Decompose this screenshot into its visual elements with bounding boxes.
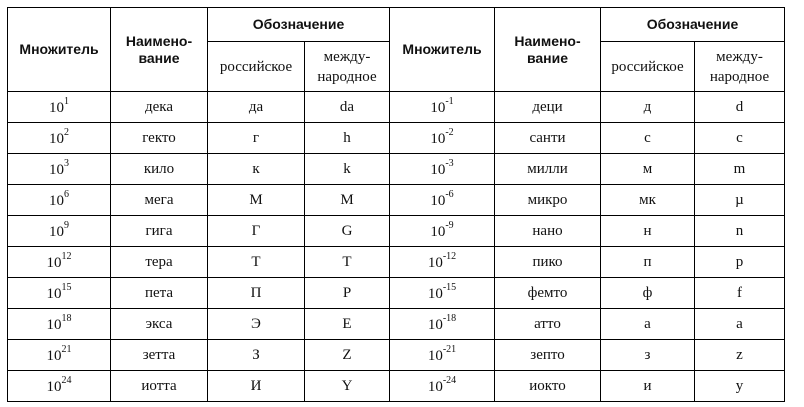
multiplier-exponent: 6 <box>64 188 69 200</box>
prefix-name-right: фемто <box>495 278 601 309</box>
russian-symbol-left: И <box>208 371 305 402</box>
multiplier-cell-right <box>390 340 495 371</box>
international-symbol-right: c <box>695 123 785 154</box>
multiplier-base: 10 <box>427 254 443 271</box>
multiplier-cell-left <box>8 340 111 371</box>
international-symbol-left: P <box>305 278 390 309</box>
russian-symbol-right: м <box>601 154 695 185</box>
multiplier-cell-left <box>8 154 111 185</box>
russian-symbol-right: д <box>601 92 695 123</box>
multiplier-exponent: 15 <box>61 281 72 293</box>
multiplier-base: 10 <box>430 192 446 209</box>
multiplier-exponent: 21 <box>61 343 72 355</box>
international-symbol-right: z <box>695 340 785 371</box>
international-symbol-left: Y <box>305 371 390 402</box>
table-row <box>8 216 785 247</box>
russian-symbol-left: г <box>208 123 305 154</box>
table-row <box>8 154 785 185</box>
multiplier-base: 10 <box>430 161 446 178</box>
header-intl-line1: между- <box>323 48 371 65</box>
table-row <box>8 247 785 278</box>
prefix-name-left: иотта <box>111 371 208 402</box>
russian-symbol-right: мк <box>601 185 695 216</box>
multiplier-exponent: -2 <box>445 126 454 138</box>
russian-symbol-left: З <box>208 340 305 371</box>
russian-symbol-right: з <box>601 340 695 371</box>
multiplier-exponent: -6 <box>445 188 454 200</box>
russian-symbol-right: и <box>601 371 695 402</box>
header-name-left <box>111 8 208 92</box>
si-prefix-table <box>7 7 785 402</box>
international-symbol-right: µ <box>695 185 785 216</box>
multiplier-base: 10 <box>427 378 443 395</box>
multiplier-cell-right <box>390 216 495 247</box>
prefix-name-left: экса <box>111 309 208 340</box>
international-symbol-left: k <box>305 154 390 185</box>
header-intl-line2: народное <box>709 68 770 85</box>
multiplier-base: 10 <box>46 378 62 395</box>
multiplier-cell-left <box>8 278 111 309</box>
header-name-right <box>495 8 601 92</box>
prefix-name-left: тера <box>111 247 208 278</box>
international-symbol-right: a <box>695 309 785 340</box>
multiplier-base: 10 <box>427 316 443 333</box>
multiplier-exponent: -24 <box>442 374 457 386</box>
multiplier-exponent: -18 <box>442 312 457 324</box>
multiplier-base: 10 <box>49 130 64 147</box>
multiplier-base: 10 <box>49 223 64 240</box>
prefix-name-left: зетта <box>111 340 208 371</box>
russian-symbol-left: к <box>208 154 305 185</box>
international-symbol-left: E <box>305 309 390 340</box>
multiplier-exponent: -15 <box>442 281 457 293</box>
multiplier-cell-right <box>390 123 495 154</box>
russian-symbol-left: Т <box>208 247 305 278</box>
header-multiplier-left: Множитель <box>8 8 111 92</box>
multiplier-cell-left <box>8 371 111 402</box>
multiplier-base: 10 <box>430 99 446 116</box>
header-designation-left: Обозначение <box>208 8 390 42</box>
multiplier-base: 10 <box>46 285 62 302</box>
prefix-name-left: кило <box>111 154 208 185</box>
header-name-line2: вание <box>526 49 569 66</box>
multiplier-exponent: -3 <box>445 157 454 169</box>
multiplier-cell-left <box>8 123 111 154</box>
multiplier-cell-right <box>390 309 495 340</box>
russian-symbol-left: М <box>208 185 305 216</box>
prefix-name-right: милли <box>495 154 601 185</box>
international-symbol-left: T <box>305 247 390 278</box>
prefix-name-right: атто <box>495 309 601 340</box>
multiplier-cell-left <box>8 309 111 340</box>
multiplier-exponent: -1 <box>445 95 454 107</box>
multiplier-exponent: 9 <box>64 219 69 231</box>
prefix-name-left: дека <box>111 92 208 123</box>
multiplier-exponent: 24 <box>61 374 72 386</box>
russian-symbol-left: П <box>208 278 305 309</box>
international-symbol-left: da <box>305 92 390 123</box>
table-row <box>8 278 785 309</box>
header-name-line1: Наимено- <box>125 32 193 49</box>
multiplier-cell-right <box>390 92 495 123</box>
header-russian-right: российское <box>601 42 695 92</box>
multiplier-base: 10 <box>46 254 62 271</box>
russian-symbol-right: а <box>601 309 695 340</box>
prefix-name-right: иокто <box>495 371 601 402</box>
multiplier-cell-left <box>8 216 111 247</box>
multiplier-base: 10 <box>49 161 64 178</box>
header-designation-right: Обозначение <box>601 8 785 42</box>
international-symbol-left: M <box>305 185 390 216</box>
international-symbol-right: m <box>695 154 785 185</box>
header-international-right <box>695 42 785 92</box>
international-symbol-left: G <box>305 216 390 247</box>
table-row <box>8 340 785 371</box>
header-international-left <box>305 42 390 92</box>
table-row <box>8 371 785 402</box>
multiplier-base: 10 <box>430 130 446 147</box>
multiplier-base: 10 <box>427 347 443 364</box>
header-name-line2: вание <box>138 49 180 66</box>
prefix-name-right: зепто <box>495 340 601 371</box>
multiplier-exponent: -12 <box>442 250 457 262</box>
multiplier-cell-right <box>390 371 495 402</box>
table-row <box>8 123 785 154</box>
prefix-name-left: мега <box>111 185 208 216</box>
russian-symbol-right: н <box>601 216 695 247</box>
international-symbol-right: n <box>695 216 785 247</box>
prefix-name-left: гига <box>111 216 208 247</box>
prefix-name-right: санти <box>495 123 601 154</box>
prefix-name-right: пико <box>495 247 601 278</box>
multiplier-exponent: -21 <box>442 343 457 355</box>
multiplier-base: 10 <box>49 192 64 209</box>
russian-symbol-right: п <box>601 247 695 278</box>
prefix-name-right: микро <box>495 185 601 216</box>
header-name-line1: Наимено- <box>514 32 581 49</box>
russian-symbol-left: Э <box>208 309 305 340</box>
multiplier-cell-right <box>390 154 495 185</box>
table-row <box>8 309 785 340</box>
multiplier-exponent: 2 <box>64 126 69 138</box>
international-symbol-right: d <box>695 92 785 123</box>
russian-symbol-right: ф <box>601 278 695 309</box>
multiplier-base: 10 <box>46 316 62 333</box>
multiplier-exponent: 18 <box>61 312 72 324</box>
multiplier-base: 10 <box>427 285 443 302</box>
multiplier-exponent: 1 <box>64 95 69 107</box>
header-intl-line1: между- <box>716 48 763 65</box>
international-symbol-left: h <box>305 123 390 154</box>
multiplier-cell-right <box>390 185 495 216</box>
multiplier-exponent: 12 <box>61 250 72 262</box>
multiplier-cell-left <box>8 247 111 278</box>
multiplier-cell-left <box>8 185 111 216</box>
multiplier-cell-right <box>390 278 495 309</box>
prefix-name-right: деци <box>495 92 601 123</box>
header-russian-left: российское <box>208 42 305 92</box>
international-symbol-right: y <box>695 371 785 402</box>
international-symbol-left: Z <box>305 340 390 371</box>
russian-symbol-left: Г <box>208 216 305 247</box>
multiplier-exponent: 3 <box>64 157 69 169</box>
multiplier-cell-left <box>8 92 111 123</box>
multiplier-exponent: -9 <box>445 219 454 231</box>
russian-symbol-left: да <box>208 92 305 123</box>
table-body <box>8 92 785 402</box>
multiplier-base: 10 <box>46 347 62 364</box>
table-row <box>8 92 785 123</box>
prefix-name-right: нано <box>495 216 601 247</box>
table-row <box>8 185 785 216</box>
international-symbol-right: p <box>695 247 785 278</box>
prefix-name-left: гекто <box>111 123 208 154</box>
header-multiplier-right: Множитель <box>390 8 495 92</box>
multiplier-base: 10 <box>430 223 446 240</box>
multiplier-base: 10 <box>49 99 64 116</box>
international-symbol-right: f <box>695 278 785 309</box>
russian-symbol-right: с <box>601 123 695 154</box>
multiplier-cell-right <box>390 247 495 278</box>
prefix-name-left: пета <box>111 278 208 309</box>
header-intl-line2: народное <box>317 68 377 85</box>
